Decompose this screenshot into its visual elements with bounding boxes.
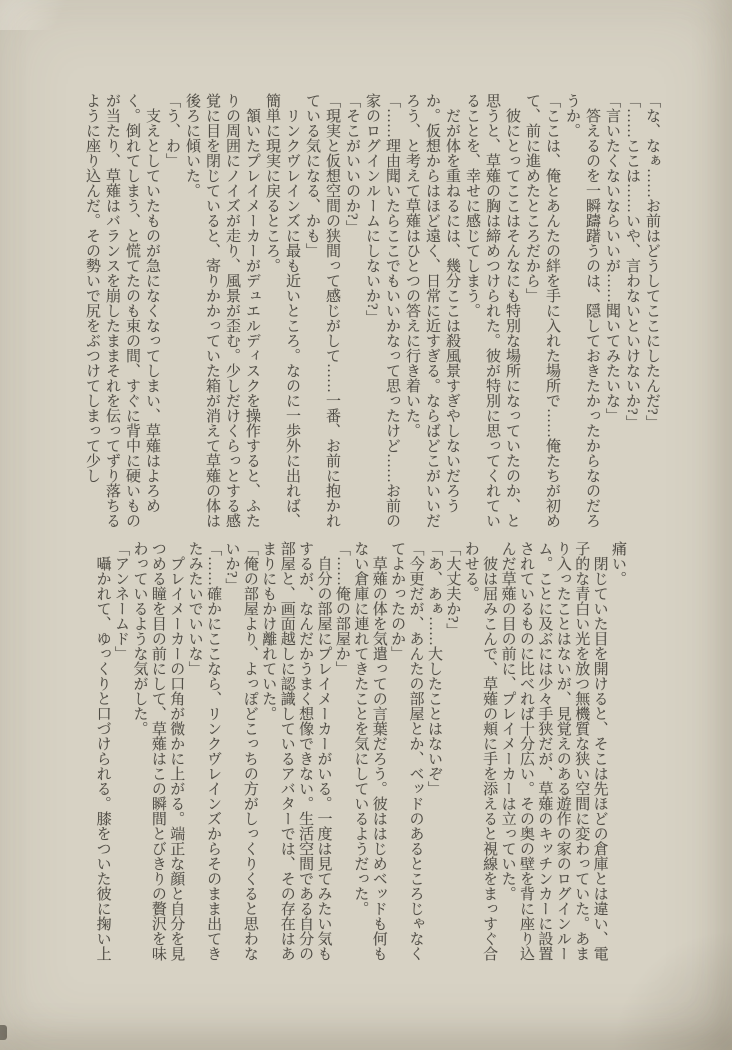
dialogue-line: 「今更だが、あんたの部屋とか、ベッドのあるところじゃなくてよかったのか」 (389, 541, 424, 961)
narration-paragraph: 彼は屈みこんで、草薙の頬に手を添えると視線をまっすぐ合わせる。 (462, 541, 498, 961)
narration-paragraph: 草薙の体を気遣っての言葉だろう。彼ははじめベッドも何もない倉庫に連れてきたことを気にしているようだった。 (352, 541, 387, 961)
dialogue-line: 「……理由聞いたらここでもいいかなって思ったけど……お前の家のログインルームにしないか?」 (364, 93, 400, 528)
dialogue-line: 「……ここは……いや、言わないといけないか?」 (624, 93, 640, 430)
narration-paragraph: だが体を重ねるには、幾分ここは殺風景すぎやしないだろうか。仮想からはほど遠く、日常に近すぎる。ならばどこがいいだろう、と考えて草薙はひとつの答えに行き着いた。 (404, 93, 460, 528)
text-block-top (82, 93, 662, 528)
dialogue-line: 「俺の部屋より、よっぽどこっちの方がしっくりくると思わないか?」 (223, 541, 258, 961)
dialogue-line: 「……確かにここなら、リンクヴレインズからそのまま出てきたみたいでいいな」 (186, 541, 222, 961)
narration-paragraph: 答えるのを一瞬躊躇うのは、隠しておきたかったからなのだろうか。 (564, 93, 600, 528)
dialogue-line: 「そこがいいのか?」 (344, 93, 360, 235)
dialogue-line: 「現実と仮想空間の狭間って感じがして……一番、お前に抱かれている気になる、かも」 (304, 93, 340, 528)
dialogue-line: 「ここは、俺とあんたの絆を手に入れた場所で……俺たちが初めて、前に進めたところだから」 (524, 93, 560, 528)
page-edge-ink-mark (0, 1025, 7, 1040)
text-block-bottom (93, 541, 627, 961)
dialogue-line: 「あ、あぁ……大したことはないぞ」 (425, 541, 442, 796)
narration-continuation: 痛い。 (610, 541, 626, 586)
dialogue-line: 「アンネームド」 (113, 541, 130, 661)
narration-paragraph: 自分の部屋にプレイメーカーがいる。一度は見てみたい気もするが、なんだかうまく想像できない。生活空間である自分の部屋と、画面越しに認識しているアバターでは、その存在はあまりにもかけ離れていた。 (260, 541, 332, 961)
dialogue-line: 「……俺の部屋か」 (333, 541, 350, 676)
dialogue-line: 「な、なぁ……お前はどうしてここにしたんだ?」 (644, 93, 660, 430)
narration-paragraph: 支えとしていたものが急になくなってしまい、草薙はよろめく。倒れてしまう、と慌てたのも束の間、すぐに背中に硬いものが当たり、草薙はバランスを崩したままそれを伝ってずり落ちるように座り込んだ。その勢いで尻をぶつけてしまって少し (84, 93, 160, 528)
narration-paragraph: 頷いたプレイメーカーがデュエルディスクを操作すると、ふたりの周囲にノイズが走り、風景が歪む。少しだけくらっとする感覚に目を閉じていると、寄りかかっていた箱が消えて草薙の体は後ろに傾いた。 (184, 93, 260, 528)
narration-paragraph: 囁かれて、ゆっくりと口づけられる。膝をついた彼に掬い上 (94, 556, 111, 961)
narration-paragraph: 閉じていた目を開けると、そこは先ほどの倉庫とは違い、電子的な青白い光を放つ無機質な狭い空間に変わっていた。あまり入ったことはないが、見覚えのある遊作の家のログインルーム。ことに及ぶには少々手狭だが、草薙のキッチンカーに設置されているものに比べれば十分広い。その奥の壁を背に座り込んだ草薙の目の前に、プレイメーカーは立っていた。 (499, 541, 608, 961)
narration-paragraph: プレイメーカーの口角が微かに上がる。端正な顔と自分を見つめる瞳を目の前にして、草薙はこの瞬間とびきりの贅沢を味わっているような気がした。 (131, 541, 185, 961)
narration-paragraph: 彼にとってここはそんなにも特別な場所になっていたのか、と思うと、草薙の胸は締めつけられた。彼が特別に思ってくれていることを、幸せに感じてしまう。 (464, 93, 520, 528)
scan-corner-highlight (0, 0, 90, 30)
dialogue-line: 「う、わ」 (164, 93, 180, 168)
scan-corner-shadow (612, 930, 732, 1050)
narration-paragraph: リンクヴレインズに最も近いところ。なのに一歩外に出れば、簡単に現実に戻るところ。 (264, 93, 300, 528)
dialogue-line: 「大丈夫か?」 (444, 541, 461, 638)
dialogue-line: 「言いたくないならいいが……聞いてみたいな」 (604, 93, 620, 423)
